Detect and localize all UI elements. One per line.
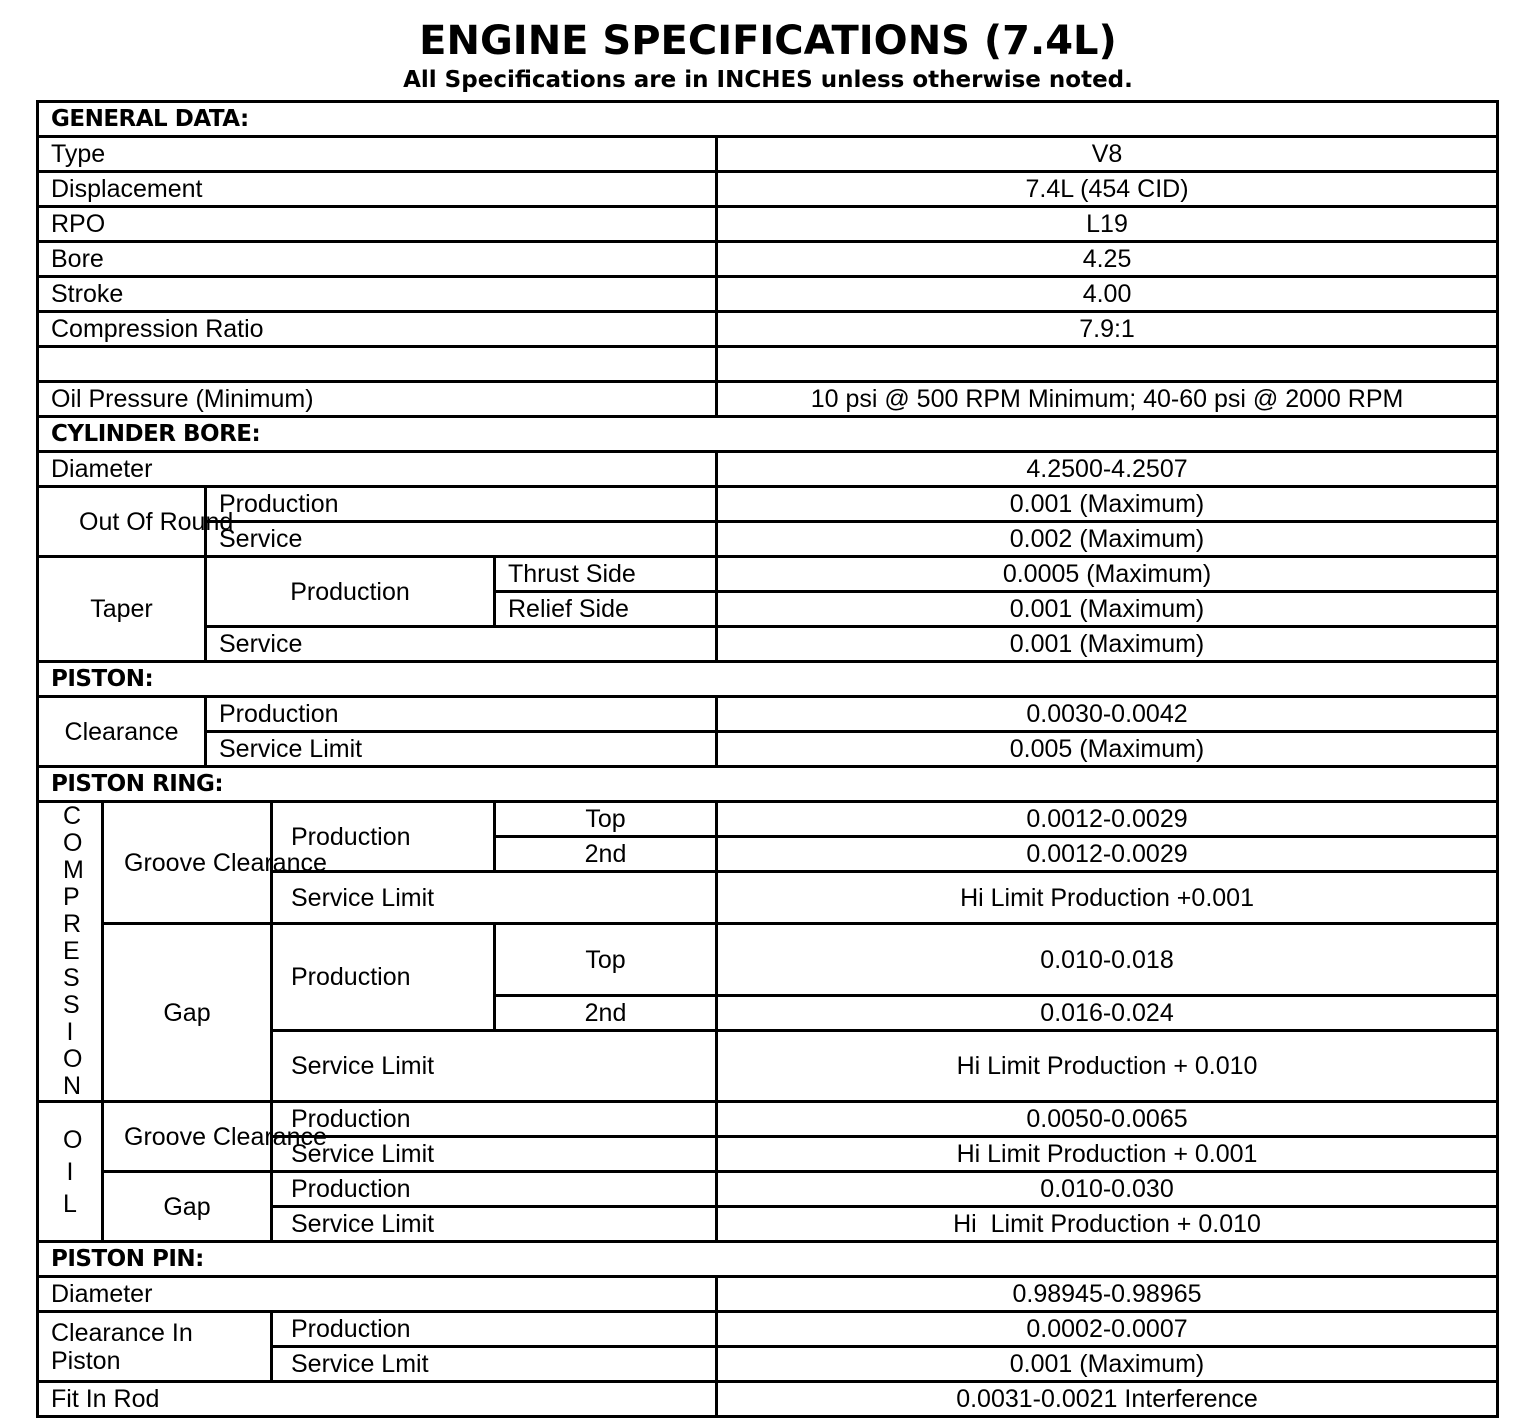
oor-production-label: Production: [206, 487, 717, 522]
thrust-side-label: Thrust Side: [495, 557, 717, 592]
oil-groove-service-limit-label: Service Limit: [272, 1137, 717, 1172]
compression-ratio-value: 7.9:1: [717, 312, 1498, 347]
oor-service-value: 0.002 (Maximum): [717, 522, 1498, 557]
type-label: Type: [38, 137, 717, 172]
comp-gap-service-limit-label: Service Limit: [272, 1031, 717, 1102]
table-row: [38, 697, 1498, 732]
table-row: [38, 1102, 1498, 1137]
comp-groove-top-value: 0.0012-0.0029: [717, 802, 1498, 837]
piston-production-value: 0.0030-0.0042: [717, 697, 1498, 732]
table-row: [38, 802, 1498, 837]
table-row: [38, 207, 1498, 242]
oil-pressure-label: Oil Pressure (Minimum): [38, 382, 717, 417]
comp-gap-2nd-label: 2nd: [495, 996, 717, 1031]
section-row: [38, 1242, 1498, 1277]
rpo-value: L19: [717, 207, 1498, 242]
oil-gap-service-limit-label: Service Limit: [272, 1207, 717, 1242]
oil-gap-production-value: 0.010-0.030: [717, 1172, 1498, 1207]
fit-in-rod-label: Fit In Rod: [38, 1382, 717, 1417]
empty-row: [38, 347, 1498, 382]
section-row: [38, 767, 1498, 802]
piston-service-limit-value: 0.005 (Maximum): [717, 732, 1498, 767]
rpo-label: RPO: [38, 207, 717, 242]
oil-gap-label: Gap: [103, 1172, 272, 1242]
relief-side-value: 0.001 (Maximum): [717, 592, 1498, 627]
comp-groove-2nd-label: 2nd: [495, 837, 717, 872]
section-piston-heading: PISTON:: [38, 662, 1498, 697]
taper-label: Taper: [38, 557, 206, 662]
page-subtitle: All Specifications are in INCHES unless otherwise noted.: [403, 67, 1133, 93]
oil-groove-production-label: Production: [272, 1102, 717, 1137]
comp-gap-production-label: Production: [272, 924, 495, 1031]
pin-production-value: 0.0002-0.0007: [717, 1312, 1498, 1347]
comp-groove-top-label: Top: [495, 802, 717, 837]
oil-groove-production-value: 0.0050-0.0065: [717, 1102, 1498, 1137]
bore-label: Bore: [38, 242, 717, 277]
table-row: [38, 1172, 1498, 1207]
taper-service-label: Service: [206, 627, 717, 662]
thrust-side-value: 0.0005 (Maximum): [717, 557, 1498, 592]
oor-service-label: Service: [206, 522, 717, 557]
section-row: [38, 102, 1498, 137]
type-value: V8: [717, 137, 1498, 172]
comp-groove-service-limit-label: Service Limit: [272, 872, 717, 924]
pin-diameter-label: Diameter: [38, 1277, 717, 1312]
table-row: [38, 137, 1498, 172]
table-row: [38, 1382, 1498, 1417]
taper-production-label: Production: [206, 557, 495, 627]
fit-in-rod-value: 0.0031-0.0021 Interference: [717, 1382, 1498, 1417]
table-row: [38, 382, 1498, 417]
displacement-label: Displacement: [38, 172, 717, 207]
table-row: [38, 1277, 1498, 1312]
oil-vertical-label: OIL: [38, 1102, 103, 1242]
table-row: [38, 522, 1498, 557]
compression-ratio-label: Compression Ratio: [38, 312, 717, 347]
pin-production-label: Production: [272, 1312, 717, 1347]
comp-gap-top-label: Top: [495, 924, 717, 996]
table-row: [38, 1312, 1498, 1347]
table-row: [38, 172, 1498, 207]
pin-clearance-label: Clearance In Piston: [38, 1312, 272, 1382]
comp-groove-production-label: Production: [272, 802, 495, 872]
table-row: [38, 242, 1498, 277]
piston-service-limit-label: Service Limit: [206, 732, 717, 767]
table-row: [38, 452, 1498, 487]
empty-cell: [38, 347, 717, 382]
oil-pressure-value: 10 psi @ 500 RPM Minimum; 40-60 psi @ 2000 RPM: [717, 382, 1498, 417]
table-row: [38, 487, 1498, 522]
table-row: [38, 627, 1498, 662]
out-of-round-label: Out Of Round: [38, 487, 206, 557]
comp-groove-clearance-label: Groove Clearance: [103, 802, 272, 924]
bore-diameter-value: 4.2500-4.2507: [717, 452, 1498, 487]
comp-gap-top-value: 0.010-0.018: [717, 924, 1498, 996]
section-piston-ring-heading: PISTON RING:: [38, 767, 1498, 802]
section-cylinder-bore-heading: CYLINDER BORE:: [38, 417, 1498, 452]
empty-cell: [717, 347, 1498, 382]
oor-production-value: 0.001 (Maximum): [717, 487, 1498, 522]
table-row: [38, 924, 1498, 996]
table-row: [38, 557, 1498, 592]
bore-value: 4.25: [717, 242, 1498, 277]
pin-diameter-value: 0.98945-0.98965: [717, 1277, 1498, 1312]
displacement-value: 7.4L (454 CID): [717, 172, 1498, 207]
section-piston-pin-heading: PISTON PIN:: [38, 1242, 1498, 1277]
spec-table: [36, 100, 1499, 1418]
comp-groove-2nd-value: 0.0012-0.0029: [717, 837, 1498, 872]
table-row: [38, 732, 1498, 767]
relief-side-label: Relief Side: [495, 592, 717, 627]
compression-vertical-label: COMPRESSION: [38, 802, 103, 1102]
page-title: ENGINE SPECIFICATIONS (7.4L): [419, 18, 1117, 64]
oil-gap-production-label: Production: [272, 1172, 717, 1207]
section-row: [38, 662, 1498, 697]
piston-clearance-label: Clearance: [38, 697, 206, 767]
table-row: [38, 312, 1498, 347]
taper-service-value: 0.001 (Maximum): [717, 627, 1498, 662]
oil-groove-clearance-label: Groove Clearance: [103, 1102, 272, 1172]
pin-service-limit-label: Service Lmit: [272, 1347, 717, 1382]
section-row: [38, 417, 1498, 452]
comp-gap-2nd-value: 0.016-0.024: [717, 996, 1498, 1031]
section-general-heading: GENERAL DATA:: [38, 102, 1498, 137]
pin-service-limit-value: 0.001 (Maximum): [717, 1347, 1498, 1382]
piston-production-label: Production: [206, 697, 717, 732]
table-row: [38, 277, 1498, 312]
comp-gap-service-limit-value: Hi Limit Production + 0.010: [717, 1031, 1498, 1102]
comp-groove-service-limit-value: Hi Limit Production +0.001: [717, 872, 1498, 924]
comp-gap-label: Gap: [103, 924, 272, 1102]
bore-diameter-label: Diameter: [38, 452, 717, 487]
oil-gap-service-limit-value: Hi Limit Production + 0.010: [717, 1207, 1498, 1242]
stroke-value: 4.00: [717, 277, 1498, 312]
stroke-label: Stroke: [38, 277, 717, 312]
oil-groove-service-limit-value: Hi Limit Production + 0.001: [717, 1137, 1498, 1172]
